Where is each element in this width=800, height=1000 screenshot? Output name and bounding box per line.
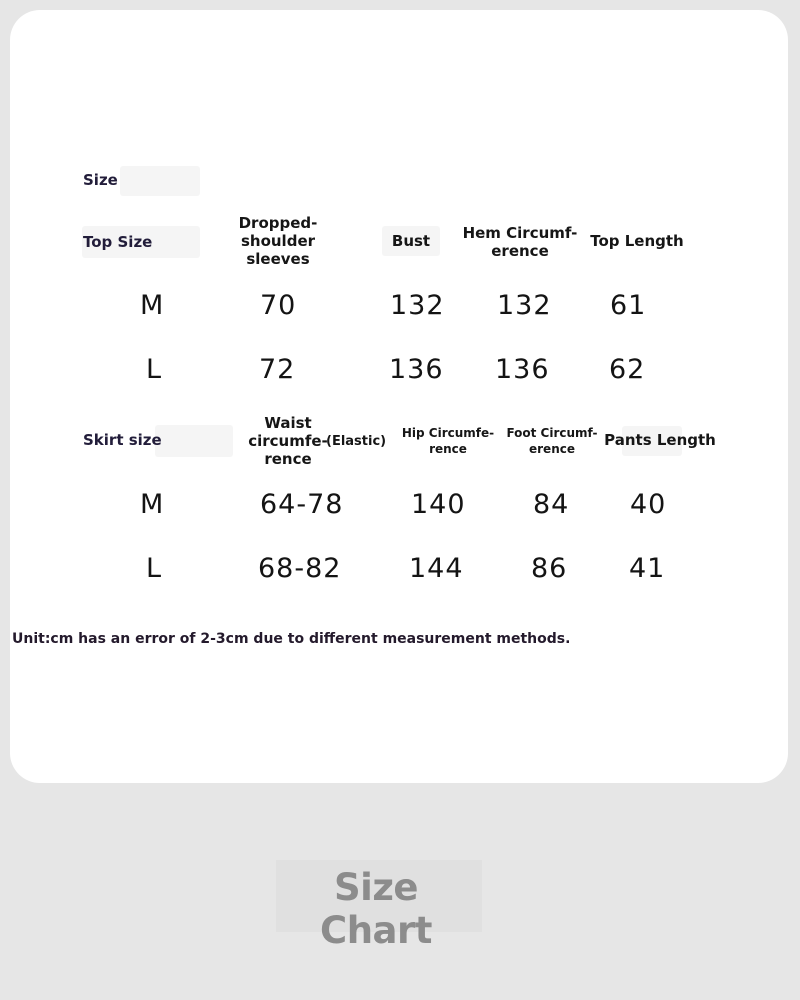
- footer-title: Size Chart: [320, 866, 432, 952]
- top-row-l-length: 62: [609, 354, 646, 385]
- skirt-row-m-hip: 140: [411, 489, 466, 520]
- top-row-m-hem: 132: [497, 290, 552, 321]
- skirt-row-l-waist: 68-82: [258, 553, 342, 584]
- skirt-row-l-size: L: [146, 553, 163, 584]
- top-header-length: Top Length: [590, 232, 684, 250]
- top-header-shoulder: Dropped- shoulder sleeves: [238, 214, 318, 268]
- skirt-header-foot: Foot Circumf- erence: [506, 426, 598, 456]
- top-row-m-length: 61: [610, 290, 647, 321]
- size-label-shadow: [120, 166, 200, 196]
- skirt-header-length: Pants Length: [604, 431, 716, 449]
- top-row-m-shoulder: 70: [260, 290, 297, 321]
- skirt-row-m-length: 40: [630, 489, 667, 520]
- skirt-row-l-foot: 86: [531, 553, 568, 584]
- skirt-row-l-hip: 144: [409, 553, 464, 584]
- skirt-row-l-length: 41: [629, 553, 666, 584]
- skirt-header-hip: Hip Circumfe- rence: [401, 426, 495, 456]
- top-header-bust: Bust: [391, 232, 431, 250]
- top-row-l-shoulder: 72: [259, 354, 296, 385]
- skirt-row-m-waist: 64-78: [260, 489, 344, 520]
- size-label: Size: [83, 171, 118, 189]
- top-header-hem: Hem Circumf- erence: [462, 224, 578, 260]
- top-row-l-hem: 136: [495, 354, 550, 385]
- skirt-row-m-foot: 84: [533, 489, 570, 520]
- top-row-l-bust: 136: [389, 354, 444, 385]
- top-row-l-size: L: [146, 354, 163, 385]
- top-row-m-size: M: [140, 290, 165, 321]
- size-chart-card: [10, 10, 788, 783]
- top-size-label: Top Size: [83, 233, 153, 251]
- skirt-size-label: Skirt size: [83, 431, 162, 449]
- skirt-header-waist: Waist circumfe- rence: [248, 414, 328, 468]
- top-row-m-bust: 132: [390, 290, 445, 321]
- skirt-row-m-size: M: [140, 489, 165, 520]
- measurement-note: Unit:cm has an error of 2-3cm due to different measurement methods.: [12, 631, 571, 647]
- skirt-header-elastic: (Elastic): [326, 434, 387, 449]
- skirt-size-label-shadow: [155, 425, 233, 457]
